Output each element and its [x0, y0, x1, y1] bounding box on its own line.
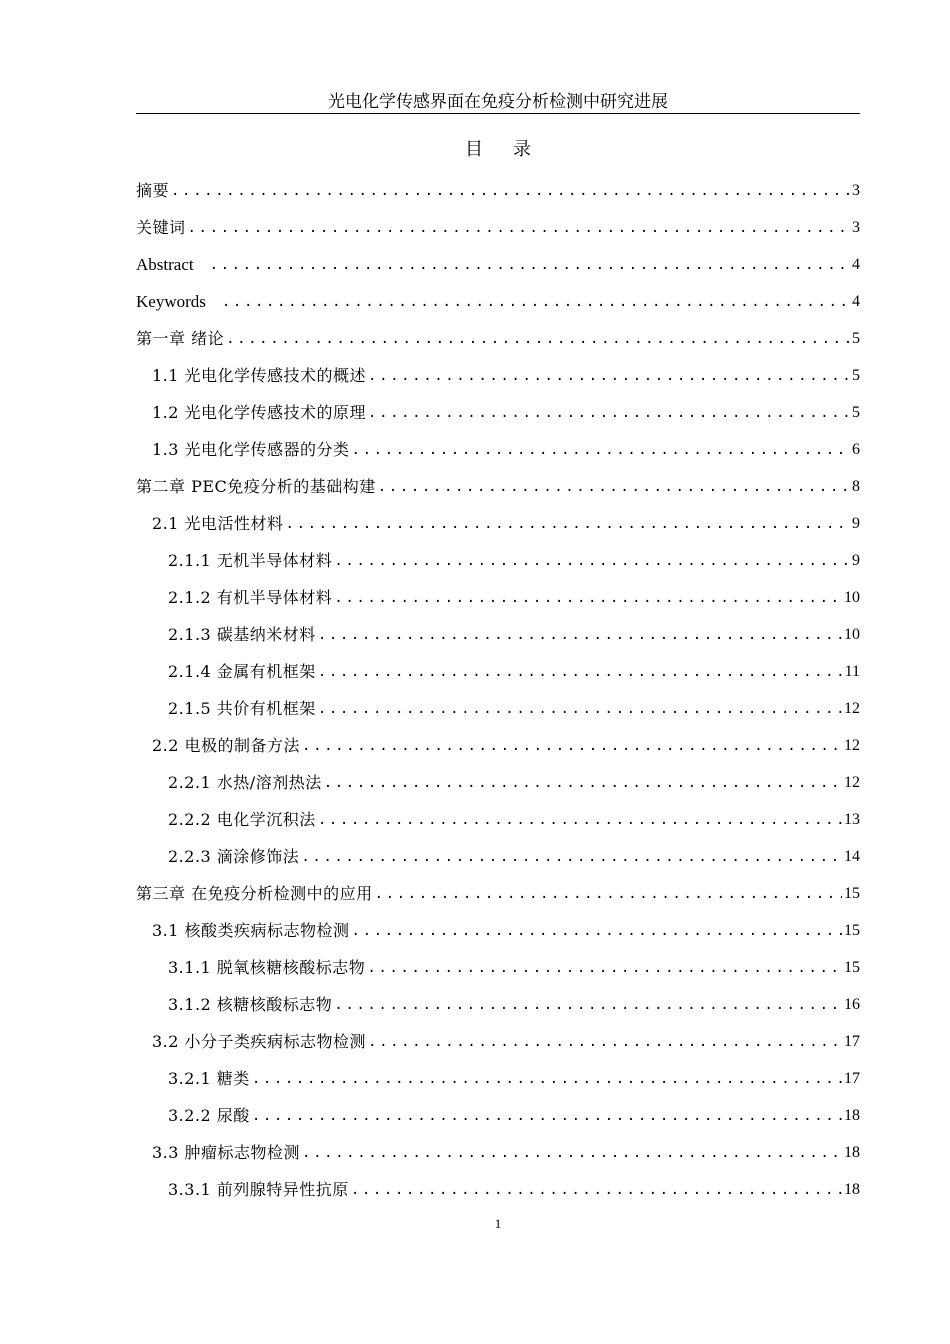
toc-entry-page: 4 — [852, 292, 860, 310]
toc-entry-title: 摘要 — [136, 180, 170, 200]
toc-entry-title: 3.2 小分子类疾病标志物检测 — [152, 1031, 367, 1051]
toc-entry-page: 9 — [852, 551, 860, 569]
toc-entry[interactable] — [136, 394, 860, 431]
toc-entry-page: 13 — [844, 810, 860, 828]
toc-entry-title: 第三章 在免疫分析检测中的应用 — [136, 883, 373, 903]
toc-entry[interactable] — [136, 283, 860, 320]
toc-entry-title: 2.2 电极的制备方法 — [152, 735, 301, 755]
toc-entry-page: 10 — [844, 588, 860, 606]
toc-entry[interactable] — [136, 1134, 860, 1171]
toc-dot-leader — [318, 624, 842, 646]
toc-dot-leader — [302, 735, 842, 757]
toc-entry-title: 第一章 绪论 — [136, 328, 225, 348]
toc-entry-page: 17 — [844, 1032, 860, 1050]
toc-entry-page: 18 — [844, 1180, 860, 1198]
toc-entry-page: 6 — [852, 440, 860, 458]
toc-dot-leader — [188, 217, 850, 239]
toc-dot-leader — [378, 476, 850, 498]
toc-entry[interactable] — [136, 838, 860, 875]
toc-entry-title: 第二章 PEC免疫分析的基础构建 — [136, 476, 376, 496]
toc-entry-page: 5 — [852, 329, 860, 347]
toc-entry[interactable] — [136, 357, 860, 394]
toc-entry-page: 15 — [844, 958, 860, 976]
toc-entry[interactable] — [136, 431, 860, 468]
toc-entry-title: Keywords — [136, 291, 206, 311]
toc-entry-title: 3.1.2 核糖核酸标志物 — [168, 994, 333, 1014]
toc-dot-leader — [252, 1105, 842, 1127]
toc-entry[interactable] — [136, 801, 860, 838]
toc-entry[interactable] — [136, 320, 860, 357]
toc-dot-leader — [324, 772, 842, 794]
toc-dot-leader — [301, 846, 842, 868]
toc-dot-leader — [252, 1068, 842, 1090]
toc-dot-leader — [222, 291, 850, 313]
toc-entry-title: 2.2.1 水热/溶剂热法 — [168, 772, 322, 792]
toc-entry-title: 2.1.5 共价有机框架 — [168, 698, 316, 718]
toc-entry-title: 1.3 光电化学传感器的分类 — [152, 439, 350, 459]
toc-entry-page: 18 — [844, 1106, 860, 1124]
toc-entry-page: 11 — [844, 662, 860, 680]
toc-entry[interactable] — [136, 1097, 860, 1134]
toc-entry[interactable] — [136, 1023, 860, 1060]
toc-entry[interactable] — [136, 579, 860, 616]
toc-dot-leader — [210, 254, 850, 276]
toc-title: 目录 — [465, 139, 561, 160]
toc-dot-leader — [334, 550, 850, 572]
toc-entry-page: 16 — [844, 995, 860, 1013]
toc-dot-leader — [302, 1142, 842, 1164]
toc-entry-page: 4 — [852, 255, 860, 273]
toc-entry-title: 2.2.3 滴涂修饰法 — [168, 846, 300, 866]
toc-entry-page: 15 — [844, 921, 860, 939]
toc-dot-leader — [318, 661, 843, 683]
toc-entry-page: 12 — [844, 699, 860, 717]
toc-entry-page: 17 — [844, 1069, 860, 1087]
toc-dot-leader — [171, 180, 850, 202]
toc-entry-title: 3.3.1 前列腺特异性抗原 — [168, 1179, 349, 1199]
toc-entry-page: 12 — [844, 773, 860, 791]
toc-entry[interactable] — [136, 764, 860, 801]
toc-entry-page: 9 — [852, 514, 860, 532]
toc-dot-leader — [286, 513, 850, 535]
toc-entry[interactable] — [136, 505, 860, 542]
toc-entry[interactable] — [136, 875, 860, 912]
toc-entry[interactable] — [136, 949, 860, 986]
toc-entry-page: 3 — [852, 181, 860, 199]
toc-entry[interactable] — [136, 727, 860, 764]
toc-entry-title: 关键词 — [136, 217, 186, 237]
toc-entry-title: 2.1.4 金属有机框架 — [168, 661, 316, 681]
toc-dot-leader — [352, 439, 850, 461]
page-number: 1 — [494, 1216, 502, 1231]
toc-entry[interactable] — [136, 912, 860, 949]
toc-entry[interactable] — [136, 468, 860, 505]
toc-entry[interactable] — [136, 616, 860, 653]
toc-entry-page: 18 — [844, 1143, 860, 1161]
toc-entry-page: 5 — [852, 403, 860, 421]
toc-entry[interactable] — [136, 209, 860, 246]
toc-entry-title: Abstract — [136, 254, 194, 274]
toc-dot-leader — [226, 328, 850, 350]
toc-dot-leader — [334, 587, 842, 609]
toc-entry-title: 3.2.1 糖类 — [168, 1068, 250, 1088]
toc-entry-title: 3.1.1 脱氧核糖核酸标志物 — [168, 957, 366, 977]
toc-entry-page: 8 — [852, 477, 860, 495]
toc-entry-page: 3 — [852, 218, 860, 236]
toc-entry-page: 14 — [844, 847, 860, 865]
toc-entry-page: 15 — [844, 884, 860, 902]
toc-dot-leader — [318, 698, 842, 720]
toc-entry-title: 1.2 光电化学传感技术的原理 — [152, 402, 367, 422]
toc-entry-title: 2.1.1 无机半导体材料 — [168, 550, 333, 570]
toc-entry-title: 2.1.3 碳基纳米材料 — [168, 624, 316, 644]
toc-entry[interactable] — [136, 542, 860, 579]
toc-dot-leader — [352, 920, 842, 942]
toc-dot-leader — [368, 1031, 842, 1053]
toc-entry-page: 5 — [852, 366, 860, 384]
toc-entry-title: 3.1 核酸类疾病标志物检测 — [152, 920, 350, 940]
toc-entry[interactable] — [136, 1060, 860, 1097]
toc-entry-title: 2.2.2 电化学沉积法 — [168, 809, 316, 829]
toc-entry-title: 3.3 肿瘤标志物检测 — [152, 1142, 301, 1162]
toc-entry[interactable] — [136, 1171, 860, 1208]
toc-entry-page: 12 — [844, 736, 860, 754]
toc-dot-leader — [367, 957, 842, 979]
header-rule — [136, 113, 860, 114]
running-header: 光电化学传感界面在免疫分析检测中研究进展 — [328, 92, 668, 112]
toc-dot-leader — [351, 1179, 842, 1201]
toc-entry-title: 2.1.2 有机半导体材料 — [168, 587, 333, 607]
toc-entry-page: 10 — [844, 625, 860, 643]
table-of-contents — [136, 172, 860, 1208]
toc-entry[interactable] — [136, 172, 860, 209]
toc-entry[interactable] — [136, 690, 860, 727]
toc-entry-title: 1.1 光电化学传感技术的概述 — [152, 365, 367, 385]
toc-dot-leader — [375, 883, 842, 905]
toc-entry-title: 3.2.2 尿酸 — [168, 1105, 250, 1125]
toc-entry[interactable] — [136, 653, 860, 690]
toc-dot-leader — [334, 994, 842, 1016]
toc-dot-leader — [368, 365, 850, 387]
toc-entry-title: 2.1 光电活性材料 — [152, 513, 284, 533]
toc-dot-leader — [318, 809, 842, 831]
toc-dot-leader — [368, 402, 850, 424]
toc-entry[interactable] — [136, 986, 860, 1023]
toc-entry[interactable] — [136, 246, 860, 283]
